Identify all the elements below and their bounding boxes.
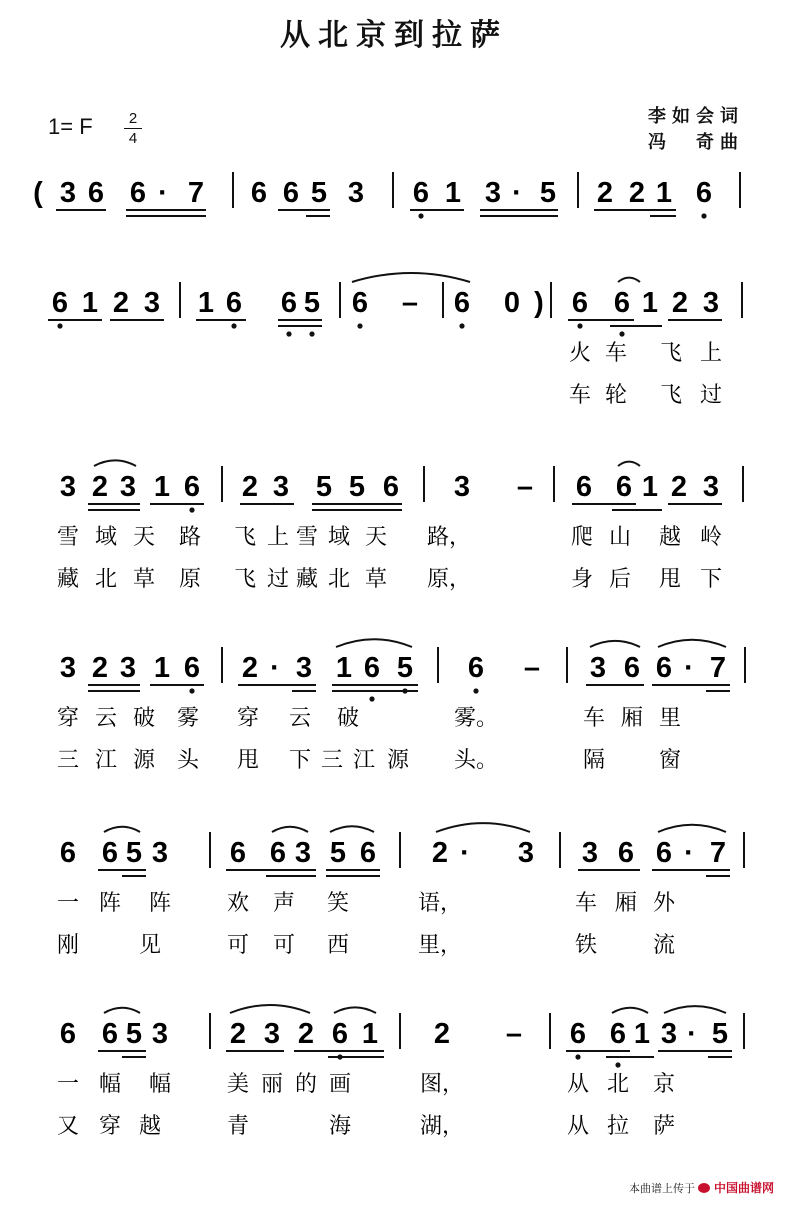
note: 3 xyxy=(151,837,169,869)
note: 1 xyxy=(633,1018,651,1050)
note: 5 xyxy=(310,177,328,209)
footer-text: 本曲谱上传于 xyxy=(628,1182,695,1195)
note: 2 xyxy=(112,287,130,319)
note: 6 xyxy=(363,652,381,684)
lyric-syllable: 飞 xyxy=(233,567,257,592)
lyric-syllable: 原 xyxy=(178,567,202,592)
tie-slur xyxy=(658,640,726,647)
lyric-syllable: 域 xyxy=(94,525,118,550)
note: 6 xyxy=(453,287,471,319)
lyric-syllable: 车 xyxy=(568,383,592,408)
lyric-syllable: 北 xyxy=(327,567,351,592)
note: 6 xyxy=(51,287,69,319)
lyric-syllable: 雾 xyxy=(176,706,200,731)
notation-notes xyxy=(33,177,728,1050)
note: 2 xyxy=(91,652,109,684)
lyric-syllable: 飞 xyxy=(233,525,257,550)
lyric-syllable: 甩 xyxy=(236,748,260,773)
tie-slur xyxy=(230,1005,310,1013)
octave-dot xyxy=(357,323,362,328)
octave-dot xyxy=(337,1054,342,1059)
lyric-syllable: 域 xyxy=(327,525,351,550)
note: 5 xyxy=(539,177,557,209)
lyric-syllable: 车 xyxy=(604,341,628,366)
note: 6 xyxy=(250,177,268,209)
note: 6 xyxy=(183,471,201,503)
lyric-syllable: 湖， xyxy=(419,1114,465,1139)
lyric-syllable: 车 xyxy=(574,891,598,916)
note: 6 xyxy=(623,652,641,684)
note: 6 xyxy=(609,1018,627,1050)
note: 2 xyxy=(91,471,109,503)
note: 2 xyxy=(241,652,259,684)
note: 6 xyxy=(351,287,369,319)
lyric-syllable: 爬 xyxy=(570,525,594,550)
lyric-syllable: 画 xyxy=(328,1072,352,1097)
note: 1 xyxy=(153,471,171,503)
lyric-syllable: 江 xyxy=(352,748,376,773)
footer-credit xyxy=(629,1179,774,1196)
octave-dot xyxy=(57,323,62,328)
note: 3 xyxy=(263,1018,281,1050)
note: 1 xyxy=(641,471,659,503)
note: 1 xyxy=(655,177,673,209)
tie-slur xyxy=(104,1008,140,1013)
note: 3 xyxy=(453,471,471,503)
note: 3 xyxy=(59,471,77,503)
note: 6 xyxy=(569,1018,587,1050)
note: 5 xyxy=(303,287,321,319)
lyric-syllable: 笑 xyxy=(326,891,350,916)
note: 3 xyxy=(702,471,720,503)
note: 2 xyxy=(628,177,646,209)
note: 6 xyxy=(575,471,593,503)
lyric-syllable: 后 xyxy=(608,567,632,592)
lyric-syllable: 过 xyxy=(266,567,290,592)
composer-credit: 冯 奇曲 xyxy=(648,132,744,153)
lyric-syllable: 从 xyxy=(566,1072,590,1097)
lyric-syllable: 穿 xyxy=(236,706,260,731)
lyric-syllable: 可 xyxy=(226,933,250,958)
lyric-syllable: 阵 xyxy=(148,891,172,916)
lyric-syllable: 飞 xyxy=(659,341,683,366)
octave-dot xyxy=(577,323,582,328)
note: 3 xyxy=(347,177,365,209)
lyric-syllable: 里 xyxy=(658,706,682,731)
lyric-syllable: 见 xyxy=(138,933,162,958)
lyric-syllable: 江 xyxy=(94,748,118,773)
lyric-syllable: 草 xyxy=(364,567,388,592)
note: 3 xyxy=(581,837,599,869)
lyric-syllable: 越 xyxy=(138,1114,162,1139)
note: 3 xyxy=(119,471,137,503)
tie-slur xyxy=(618,278,640,282)
lyric-syllable: 语， xyxy=(417,891,463,916)
lyric-syllable: 藏 xyxy=(295,567,319,592)
note: 5 xyxy=(315,471,333,503)
octave-dot xyxy=(619,331,624,336)
lyric-syllable: 美 xyxy=(226,1072,250,1097)
lyric-syllable: 欢 xyxy=(226,891,250,916)
lyric-syllable: 穿 xyxy=(98,1114,122,1139)
note: 3 xyxy=(294,837,312,869)
lyric-syllable: 青 xyxy=(226,1114,250,1139)
dot-extension: · xyxy=(687,1018,697,1050)
lyric-syllable: 丽 xyxy=(260,1072,284,1097)
footer-site: 中国曲谱网 xyxy=(713,1181,774,1195)
note: 6 xyxy=(331,1018,349,1050)
note: 1 xyxy=(444,177,462,209)
tie-slur xyxy=(612,1008,648,1013)
dash-extension: – xyxy=(401,287,419,319)
lyric-syllable: 云 xyxy=(94,706,118,731)
lyric-syllable: 过 xyxy=(699,383,723,408)
lyric-syllable: 海 xyxy=(328,1114,352,1139)
lyric-syllable: 外 xyxy=(652,891,676,916)
lyric-syllable: 萨 xyxy=(652,1114,676,1139)
note: 5 xyxy=(396,652,414,684)
note: 6 xyxy=(655,652,673,684)
octave-dot xyxy=(286,331,291,336)
note: 5 xyxy=(125,837,143,869)
lyric-syllable: 破 xyxy=(336,706,360,731)
note: 6 xyxy=(87,177,105,209)
note: 6 xyxy=(615,471,633,503)
note: 3 xyxy=(295,652,313,684)
note: 6 xyxy=(59,837,77,869)
note: 6 xyxy=(183,652,201,684)
lyric-syllable: 声 xyxy=(272,891,296,916)
note: 6 xyxy=(229,837,247,869)
dot-extension: · xyxy=(270,652,280,684)
lyric-syllable: 的 xyxy=(294,1072,318,1097)
lyric-syllable: 身 xyxy=(570,567,594,592)
note: 6 xyxy=(101,1018,119,1050)
note: 2 xyxy=(670,471,688,503)
note: 6 xyxy=(571,287,589,319)
lyric-syllable: 天 xyxy=(132,525,156,550)
note: 6 xyxy=(225,287,243,319)
dot-extension: · xyxy=(158,177,168,209)
note: 0 xyxy=(503,287,521,319)
tie-slur xyxy=(334,1007,376,1013)
note: 5 xyxy=(348,471,366,503)
lyric-syllable: 天 xyxy=(364,525,388,550)
tie-slur xyxy=(336,639,412,647)
lyric-syllable: 山 xyxy=(608,525,632,550)
lyric-syllable: 源 xyxy=(132,748,156,773)
note: 7 xyxy=(709,652,727,684)
note: 1 xyxy=(197,287,215,319)
note: 1 xyxy=(81,287,99,319)
octave-dot xyxy=(231,323,236,328)
note: 6 xyxy=(467,652,485,684)
site-logo-icon xyxy=(698,1183,710,1193)
lyric-syllable: 原， xyxy=(426,567,472,592)
note: 3 xyxy=(151,1018,169,1050)
dash-extension: – xyxy=(505,1018,523,1050)
note: 1 xyxy=(153,652,171,684)
lyric-syllable: 破 xyxy=(132,706,156,731)
tie-slur xyxy=(330,826,374,832)
lyric-syllable: 雪 xyxy=(56,525,80,550)
note: 6 xyxy=(695,177,713,209)
lyric-syllable: 路 xyxy=(178,525,202,550)
note: 7 xyxy=(187,177,205,209)
lyric-syllable: 上 xyxy=(266,525,290,550)
note: 6 xyxy=(617,837,635,869)
tie-slur xyxy=(272,827,308,832)
tie-slur xyxy=(618,462,640,466)
note: 6 xyxy=(382,471,400,503)
lyric-syllable: 北 xyxy=(94,567,118,592)
lyric-syllable: 藏 xyxy=(56,567,80,592)
lyric-syllable: 雾。 xyxy=(453,706,499,731)
octave-dot xyxy=(473,688,478,693)
note: 3 xyxy=(119,652,137,684)
lyric-syllable: 可 xyxy=(272,933,296,958)
tie-slur xyxy=(658,825,726,832)
dash-extension: – xyxy=(516,471,534,503)
octave-dot xyxy=(309,331,314,336)
note: 6 xyxy=(269,837,287,869)
note: 6 xyxy=(280,287,298,319)
note: 6 xyxy=(655,837,673,869)
lyric-syllable: 西 xyxy=(326,933,350,958)
octave-dot xyxy=(189,507,194,512)
lyric-syllable: 三 xyxy=(56,748,80,773)
lyricist-credit: 李如会词 xyxy=(648,106,744,127)
lyric-syllable: 越 xyxy=(658,525,682,550)
dot-extension: · xyxy=(684,652,694,684)
tie-slur xyxy=(352,273,470,282)
octave-dot xyxy=(575,1054,580,1059)
tie-slur xyxy=(590,641,640,647)
lyric-syllable: 草 xyxy=(132,567,156,592)
lyric-syllable: 火 xyxy=(568,341,592,366)
note: 6 xyxy=(412,177,430,209)
lyric-syllable: 下 xyxy=(699,567,723,592)
note: 6 xyxy=(59,1018,77,1050)
note: ) xyxy=(534,287,544,319)
tie-slur xyxy=(94,460,136,466)
lyric-syllable: 下 xyxy=(288,748,312,773)
note: 3 xyxy=(517,837,535,869)
lyric-syllable: 岭 xyxy=(699,525,723,550)
note: 5 xyxy=(711,1018,729,1050)
note: ( xyxy=(33,177,43,209)
note: 3 xyxy=(59,652,77,684)
time-signature-top: 2 xyxy=(128,110,138,127)
lyric-syllable: 一 xyxy=(56,891,80,916)
lyric-syllable: 车 xyxy=(582,706,606,731)
note: 6 xyxy=(282,177,300,209)
note: 1 xyxy=(335,652,353,684)
lyric-syllable: 穿 xyxy=(56,706,80,731)
note: 6 xyxy=(613,287,631,319)
lyric-syllable: 刚 xyxy=(56,933,80,958)
note: 2 xyxy=(297,1018,315,1050)
lyric-syllable: 图， xyxy=(419,1072,465,1097)
note: 7 xyxy=(709,837,727,869)
note: 2 xyxy=(229,1018,247,1050)
lyric-syllable: 上 xyxy=(699,341,723,366)
lyric-syllable: 幅 xyxy=(148,1072,172,1097)
note: 2 xyxy=(241,471,259,503)
lyric-syllable: 拉 xyxy=(606,1114,630,1139)
note: 6 xyxy=(129,177,147,209)
dash-extension: – xyxy=(523,652,541,684)
dot-extension: · xyxy=(684,837,694,869)
note: 1 xyxy=(641,287,659,319)
lyric-syllable: 隔 xyxy=(582,748,606,773)
lyric-syllable: 京 xyxy=(652,1072,676,1097)
note: 6 xyxy=(101,837,119,869)
lyric-syllable: 流 xyxy=(652,933,676,958)
octave-dot xyxy=(369,696,374,701)
octave-dot xyxy=(189,688,194,693)
note: 3 xyxy=(484,177,502,209)
lyric-syllable: 从 xyxy=(566,1114,590,1139)
lyric-syllable: 源 xyxy=(386,748,410,773)
note: 2 xyxy=(431,837,449,869)
note: 2 xyxy=(433,1018,451,1050)
octave-dot xyxy=(701,213,706,218)
lyric-syllable: 三 xyxy=(320,748,344,773)
time-signature-bottom: 4 xyxy=(128,130,138,147)
octave-dot xyxy=(402,688,407,693)
lyric-syllable: 一 xyxy=(56,1072,80,1097)
note: 5 xyxy=(329,837,347,869)
lyric-syllable: 路， xyxy=(426,525,472,550)
lyric-syllable: 头。 xyxy=(453,748,499,773)
lyric-syllable: 云 xyxy=(288,706,312,731)
note: 2 xyxy=(596,177,614,209)
note: 5 xyxy=(125,1018,143,1050)
note: 3 xyxy=(143,287,161,319)
song-title: 从北京到拉萨 xyxy=(280,18,508,53)
key-signature: 1= F xyxy=(48,114,93,139)
tie-slur xyxy=(664,1006,726,1013)
octave-dot xyxy=(615,1062,620,1067)
note: 2 xyxy=(671,287,689,319)
lyric-syllable: 窗 xyxy=(658,748,682,773)
lyric-syllable: 头 xyxy=(176,748,200,773)
note: 3 xyxy=(702,287,720,319)
note: 3 xyxy=(272,471,290,503)
lyric-syllable: 雪 xyxy=(295,525,319,550)
octave-dot xyxy=(459,323,464,328)
note: 1 xyxy=(361,1018,379,1050)
note: 3 xyxy=(660,1018,678,1050)
note: 6 xyxy=(359,837,377,869)
tie-slur xyxy=(104,827,140,832)
lyric-syllable: 铁 xyxy=(574,933,598,958)
octave-dot xyxy=(418,213,423,218)
lyric-syllable: 厢 xyxy=(614,891,638,916)
lyric-syllable: 飞 xyxy=(659,383,683,408)
lyric-syllable: 里， xyxy=(417,933,463,958)
note: 3 xyxy=(59,177,77,209)
lyric-syllable: 北 xyxy=(606,1072,630,1097)
lyric-syllable: 厢 xyxy=(620,706,644,731)
tie-slur xyxy=(436,823,530,832)
lyric-syllable: 阵 xyxy=(98,891,122,916)
note: 3 xyxy=(589,652,607,684)
lyric-syllable: 幅 xyxy=(98,1072,122,1097)
dot-extension: · xyxy=(460,837,470,869)
lyric-syllable: 甩 xyxy=(658,567,682,592)
lyric-syllable: 轮 xyxy=(604,383,628,408)
lyric-syllable: 又 xyxy=(56,1114,80,1139)
dot-extension: · xyxy=(512,177,522,209)
